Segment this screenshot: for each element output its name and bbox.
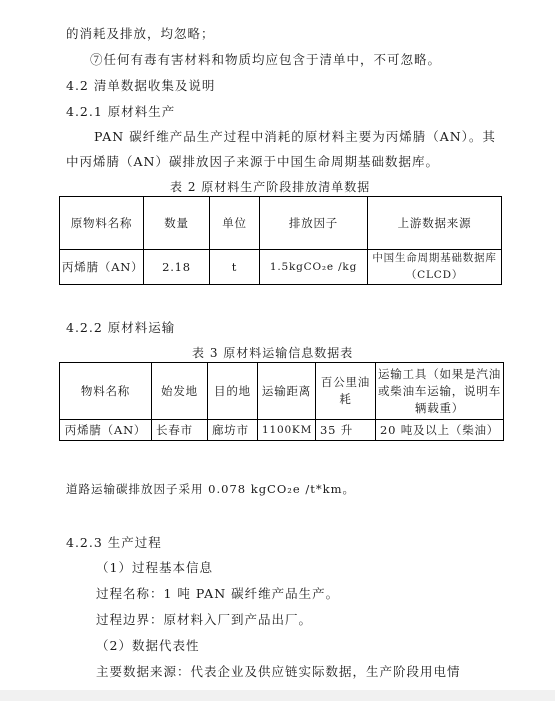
paragraph-line: 道路运输碳排放因子采用 0.078 kgCO₂e /t*km。 [66, 482, 355, 496]
table-cell: 廊坊市 [208, 420, 258, 441]
page-bottom-edge [0, 690, 555, 701]
table-cell: 丙烯腈（AN） [60, 420, 152, 441]
table-cell: 2.18 [144, 250, 210, 285]
table-3-caption: 表 3 原材料运输信息数据表 [192, 346, 354, 360]
header-cell: 物料名称 [60, 363, 152, 420]
table-cell: t [210, 250, 260, 285]
subheading: （2）数据代表性 [96, 638, 200, 653]
section-heading-4-2-1: 4.2.1 原材料生产 [66, 104, 176, 119]
header-cell: 单位 [210, 197, 260, 250]
section-heading-4-2: 4.2 清单数据收集及说明 [66, 78, 216, 93]
section-heading-4-2-2: 4.2.2 原材料运输 [66, 320, 176, 335]
table-header-row [60, 363, 504, 420]
header-cell: 原物料名称 [60, 197, 144, 250]
list-item-7: ⑦任何有毒有害材料和物质均应包含于清单中，不可忽略。 [90, 52, 442, 67]
header-cell: 目的地 [208, 363, 258, 420]
table-row [60, 420, 504, 441]
header-cell: 百公里油耗 [316, 363, 376, 420]
paragraph-line: 中丙烯腈（AN）碳排放因子来源于中国生命周期基础数据库。 [66, 154, 439, 169]
table-header-row [60, 197, 502, 250]
table-cell: 丙烯腈（AN） [60, 250, 144, 285]
header-cell: 始发地 [152, 363, 208, 420]
section-heading-4-2-3: 4.2.3 生产过程 [66, 535, 162, 550]
table-cell: 中国生命周期基础数据库（CLCD） [368, 250, 502, 285]
header-cell: 运输距离 [258, 363, 316, 420]
table-3 [59, 362, 504, 441]
table-cell: 1.5kgCO₂e /kg [260, 250, 368, 285]
table-row [60, 250, 502, 285]
paragraph-line: PAN 碳纤维产品生产过程中消耗的原材料主要为丙烯腈（AN）。其 [94, 129, 496, 144]
header-cell: 数量 [144, 197, 210, 250]
header-cell: 上游数据来源 [368, 197, 502, 250]
table-2 [59, 196, 502, 285]
paragraph-line: 主要数据来源：代表企业及供应链实际数据，生产阶段用电情 [96, 664, 461, 679]
table-cell: 35 升 [316, 420, 376, 441]
paragraph-line: 过程边界：原材料入厂到产品出厂。 [96, 612, 313, 627]
table-cell: 长春市 [152, 420, 208, 441]
table-cell: 20 吨及以上（柴油） [376, 420, 504, 441]
header-cell: 排放因子 [260, 197, 368, 250]
table-cell: 1100KM [258, 420, 316, 441]
paragraph-line: 过程名称：1 吨 PAN 碳纤维产品生产。 [96, 586, 340, 601]
subheading: （1）过程基本信息 [96, 560, 213, 575]
paragraph-line: 的消耗及排放，均忽略； [66, 26, 215, 41]
table-2-caption: 表 2 原材料生产阶段排放清单数据 [170, 180, 371, 194]
header-cell: 运输工具（如果是汽油或柴油车运输，说明车辆载重） [376, 363, 504, 420]
